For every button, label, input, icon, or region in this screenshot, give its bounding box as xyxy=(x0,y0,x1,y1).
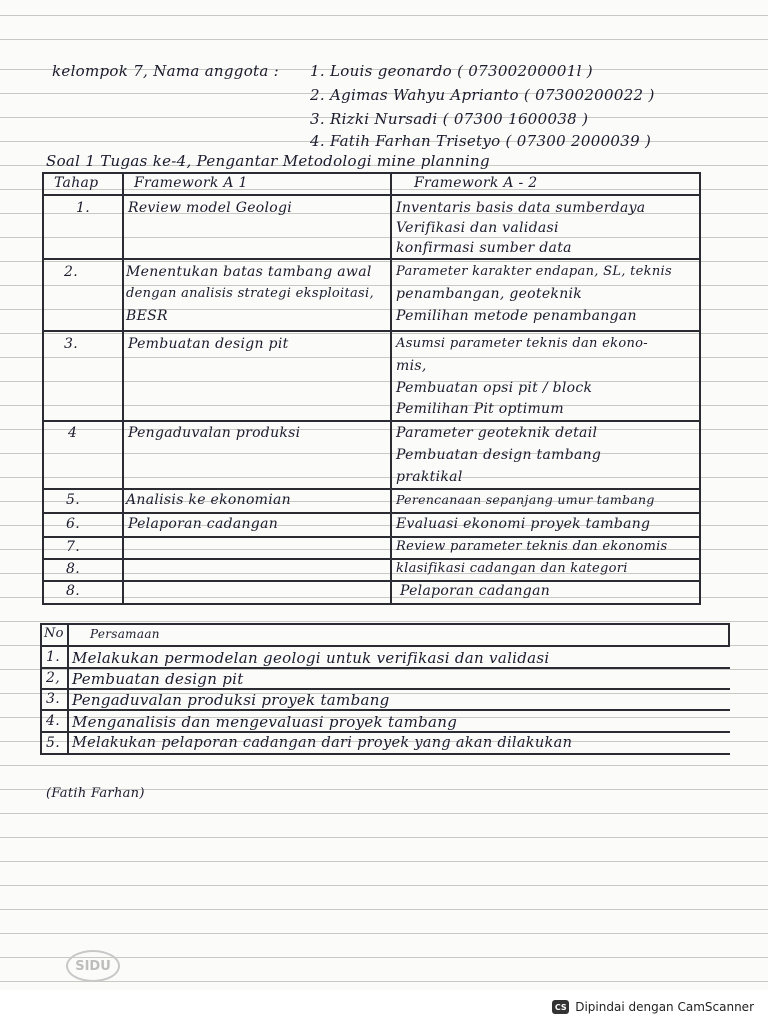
table-row-5-a2: Perencanaan sepanjang umur tambang xyxy=(396,492,655,507)
page-title: Soal 1 Tugas ke-4, Pengantar Metodologi mine planning xyxy=(46,152,490,170)
table-row-9-tahap: 8. xyxy=(66,583,80,599)
list-item-1-text: Melakukan permodelan geologi untuk verifikasi dan validasi xyxy=(72,649,550,667)
table-row-5-a1: Analisis ke ekonomian xyxy=(126,492,292,508)
table-row-4-tahap: 4 xyxy=(68,425,78,441)
table-row-3-a2-line2: mis, xyxy=(396,358,427,374)
table-row-7-a2: Review parameter teknis dan ekonomis xyxy=(396,539,668,554)
similarities-table xyxy=(40,623,730,755)
framework-table xyxy=(42,172,701,604)
table-row-2-a2-line2: penambangan, geoteknik xyxy=(396,286,583,302)
list-item-5-text: Melakukan pelaporan cadangan dari proyek yang akan dilakukan xyxy=(72,735,573,751)
table-row-3-a1: Pembuatan design pit xyxy=(128,336,289,352)
table-row-1-a2-line1: Inventaris basis data sumberdaya xyxy=(396,200,646,216)
table-row-1-a2-line3: konfirmasi sumber data xyxy=(396,240,572,256)
table-row-6-a2: Evaluasi ekonomi proyek tambang xyxy=(396,516,651,532)
table-row-2-a1-line1: Menentukan batas tambang awal xyxy=(126,264,372,280)
camscanner-watermark xyxy=(552,996,754,1018)
table-row-8-tahap: 8. xyxy=(66,561,80,577)
table-row-4-a2-line2: Pembuatan design tambang xyxy=(396,447,602,463)
table-row-3-tahap: 3. xyxy=(64,336,78,352)
member-1: 1. Louis geonardo ( 07300200001l ) xyxy=(310,62,593,80)
list-item-2-text: Pembuatan design pit xyxy=(72,670,244,688)
signature: (Fatih Farhan) xyxy=(46,786,145,801)
table-row-2-a1-line2: dengan analisis strategi eksploitasi, xyxy=(126,286,374,301)
table-row-6-tahap: 6. xyxy=(66,516,80,532)
table-row-4-a1: Pengaduvalan produksi xyxy=(128,425,301,441)
table-row-3-a2-line3: Pembuatan opsi pit / block xyxy=(396,380,593,396)
list-item-4-text: Menganalisis dan mengevaluasi proyek tambang xyxy=(72,713,458,731)
list-item-3-text: Pengaduvalan produksi proyek tambang xyxy=(72,691,390,709)
camscanner-logo-icon: CS xyxy=(552,1000,569,1014)
header-framework-a2: Framework A - 2 xyxy=(414,175,538,191)
list-item-2-no: 2, xyxy=(46,670,60,686)
table-row-1-a1: Review model Geologi xyxy=(128,200,293,216)
table-row-2-a2-line1: Parameter karakter endapan, SL, teknis xyxy=(396,264,672,279)
table-row-1-a2-line2: Verifikasi dan validasi xyxy=(396,220,559,236)
header-tahap: Tahap xyxy=(54,175,99,191)
list-item-4-no: 4. xyxy=(46,713,60,729)
table-row-4-a2-line1: Parameter geoteknik detail xyxy=(396,425,598,441)
stamp xyxy=(66,950,120,982)
group-label: kelompok 7, Nama anggota : xyxy=(52,62,280,80)
table-row-4-a2-line3: praktikal xyxy=(396,469,463,485)
header-persamaan: Persamaan xyxy=(90,627,160,641)
table-row-1-tahap: 1. xyxy=(76,200,90,216)
table-row-2-tahap: 2. xyxy=(64,264,78,280)
table-row-3-a2-line1: Asumsi parameter teknis dan ekono- xyxy=(396,336,648,351)
table-row-7-tahap: 7. xyxy=(66,539,80,555)
table-row-6-a1: Pelaporan cadangan xyxy=(128,516,279,532)
header-framework-a1: Framework A 1 xyxy=(134,175,248,191)
table-row-2-a2-line3: Pemilihan metode penambangan xyxy=(396,308,637,324)
member-2: 2. Agimas Wahyu Aprianto ( 07300200022 ) xyxy=(310,86,655,104)
list-item-5-no: 5. xyxy=(46,735,60,751)
table-row-3-a2-line4: Pemilihan Pit optimum xyxy=(396,401,564,417)
table-row-2-a1-line3: BESR xyxy=(126,308,168,324)
member-3: 3. Rizki Nursadi ( 07300 1600038 ) xyxy=(310,110,589,128)
stamp-text: SIDU xyxy=(75,958,111,974)
camscanner-text: Dipindai dengan CamScanner xyxy=(575,1000,754,1014)
table-row-5-tahap: 5. xyxy=(66,492,80,508)
list-item-3-no: 3. xyxy=(46,691,60,707)
table-row-8-a2: klasifikasi cadangan dan kategori xyxy=(396,561,628,576)
table-row-9-a2: Pelaporan cadangan xyxy=(400,583,551,599)
header-no: No xyxy=(44,626,64,641)
list-item-1-no: 1. xyxy=(46,649,60,665)
member-4: 4. Fatih Farhan Trisetyo ( 07300 2000039 ) xyxy=(310,132,652,150)
